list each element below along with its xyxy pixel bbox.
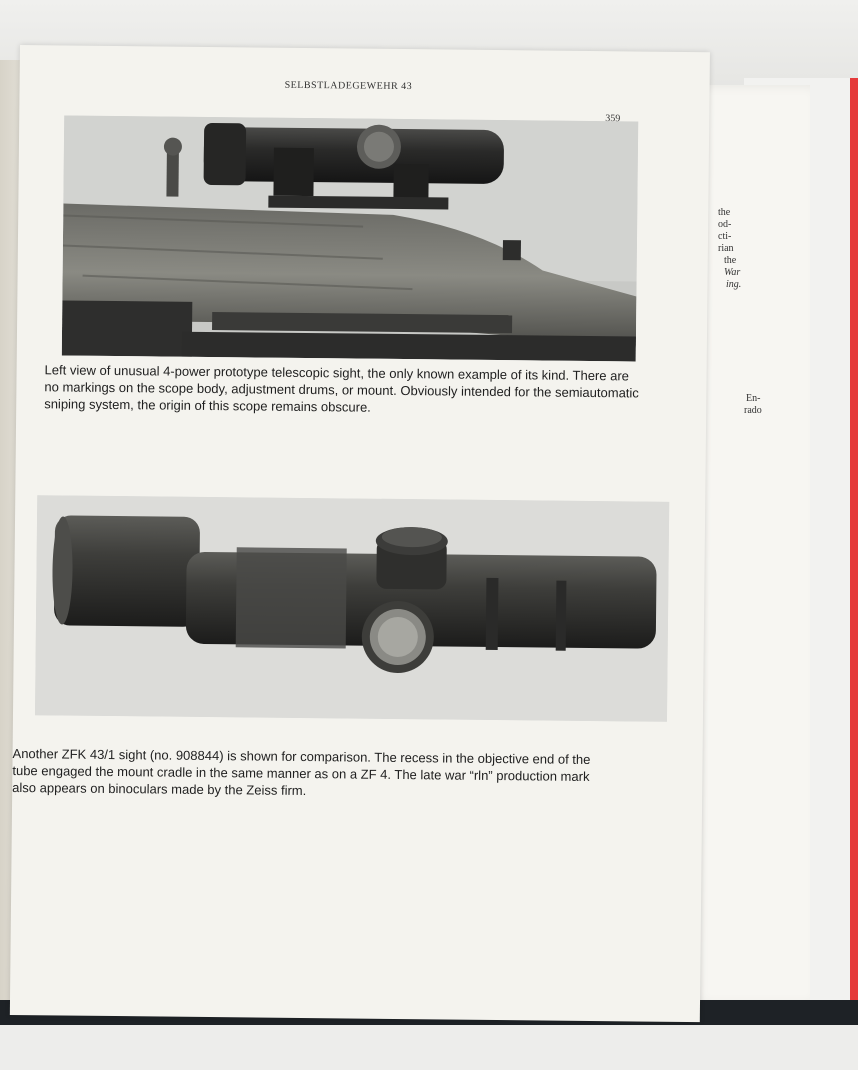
right-page-fragment: rian [718, 243, 734, 254]
right-page-fragment: En- [746, 393, 761, 404]
right-page-fragment: cti- [718, 231, 732, 242]
right-page-fragment: War [724, 267, 741, 278]
caption-line: sniping system, the origin of this scope remains obscure. [44, 396, 371, 415]
scope-tube-photo [35, 495, 669, 722]
caption-line: Left view of unusual 4-power prototype telescopic sight, the only known example of its kind. There are [44, 362, 630, 384]
caption-line: Another ZFK 43/1 sight (no. 908844) is shown for comparison. The recess in the objective end of the [12, 745, 591, 768]
page-number: 359 [605, 113, 621, 125]
caption-line: also appears on binoculars made by the Zeiss firm. [12, 779, 307, 799]
caption-line: no markings on the scope body, adjustment drums, or mount. Obviously intended for the semiautomatic [44, 379, 639, 401]
right-page-fragment: the [724, 255, 737, 266]
right-page-fragment: the [718, 207, 731, 218]
book-page [10, 45, 710, 1022]
caption-line: tube engaged the mount cradle in the same manner as on a ZF 4. The late war “rln” production mark [12, 762, 590, 785]
rifle-scope-photo [62, 115, 638, 361]
figure-caption [12, 745, 682, 803]
right-page-fragment: ing. [726, 279, 742, 290]
right-page-fragment: od- [718, 219, 732, 230]
table-surface [0, 1025, 858, 1070]
figure-caption [44, 361, 655, 418]
running-head: SELBSTLADEGEWEHR 43 [284, 79, 413, 93]
right-page-fragment: rado [744, 405, 762, 416]
